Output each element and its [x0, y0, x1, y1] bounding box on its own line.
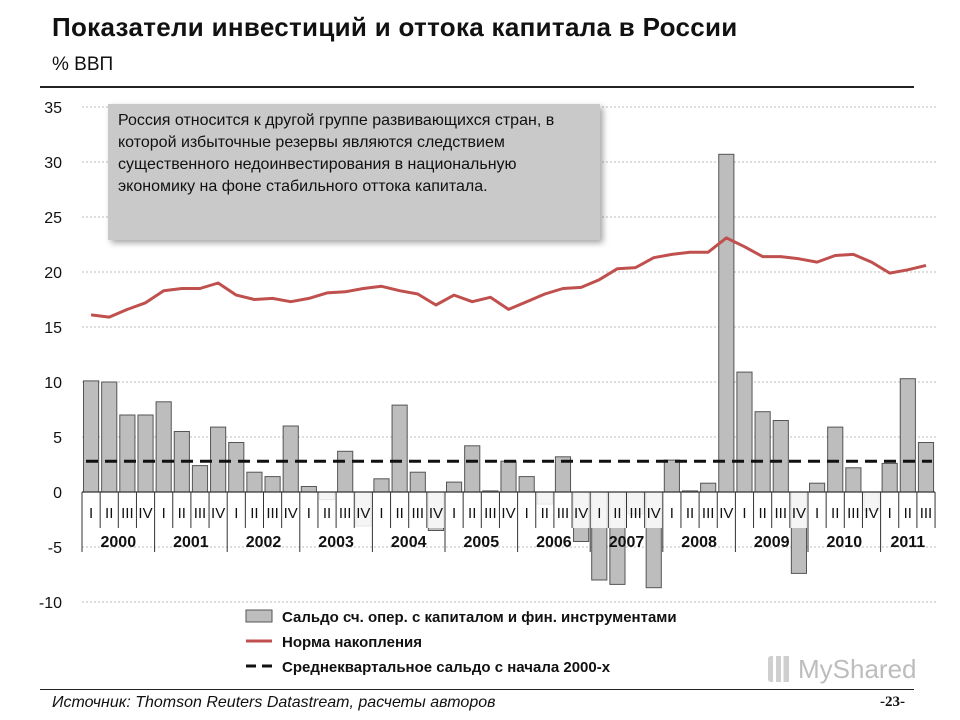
bar [192, 466, 207, 492]
year-label: 2011 [890, 534, 926, 551]
bar [410, 472, 425, 492]
bar [519, 477, 534, 492]
y-tick-label: 0 [53, 485, 62, 502]
quarter-label: IV [428, 505, 444, 522]
year-label: 2007 [608, 534, 645, 551]
quarter-label: I [161, 505, 166, 522]
quarter-label: II [831, 505, 840, 522]
watermark-text: MyShared [798, 654, 917, 684]
quarter-label: III [338, 505, 352, 522]
bar [918, 443, 933, 493]
quarter-label: II [468, 505, 477, 522]
quarter-label: IV [791, 505, 807, 522]
quarter-label: I [306, 505, 311, 522]
year-label: 2000 [100, 534, 137, 551]
watermark-icon [768, 656, 794, 682]
year-label: 2004 [390, 534, 427, 551]
source-note: Источник: Thomson Reuters Datastream, расчеты авторов [52, 694, 496, 711]
bar [84, 381, 99, 492]
legend-label: Сальдо сч. опер. с капиталом и фин. инструментами [282, 609, 677, 626]
y-tick-label: 20 [44, 265, 62, 282]
y-tick-label: 30 [44, 155, 62, 172]
quarter-label: III [701, 505, 715, 522]
y-tick-label: 15 [44, 320, 62, 337]
quarter-label: II [177, 505, 186, 522]
year-label: 2010 [826, 534, 863, 551]
bar [247, 472, 262, 492]
year-label: 2003 [318, 534, 354, 551]
quarter-label: IV [719, 505, 734, 522]
savings-rate-line [91, 238, 926, 317]
bar [265, 477, 280, 492]
quarter-label: III [193, 505, 207, 522]
quarter-label: II [903, 505, 912, 522]
quarter-label: IV [211, 505, 226, 522]
quarter-label: IV [864, 505, 879, 522]
bar [211, 427, 226, 492]
callout-note: Россия относится к другой группе развивающихся стран, в которой избыточные резервы являются следствием существенного недоинвестирования в национальную экономику на фоне стабильного оттока капитала. [108, 104, 600, 240]
quarter-label: III [266, 505, 279, 522]
bar [810, 483, 825, 492]
bar [447, 482, 462, 492]
page-number: -23- [880, 694, 905, 710]
quarter-label: IV [501, 505, 516, 522]
quarter-label: I [88, 505, 94, 522]
quarter-label: III [121, 505, 134, 522]
y-tick-label: 35 [44, 100, 62, 117]
quarter-label: I [814, 505, 820, 522]
bar [773, 421, 788, 493]
watermark [768, 654, 917, 685]
quarter-label: II [250, 505, 259, 522]
y-tick-label: 25 [44, 210, 62, 227]
quarter-label: II [322, 505, 332, 522]
quarter-label: II [758, 505, 767, 522]
quarter-label: II [685, 505, 695, 522]
bar [156, 402, 171, 492]
quarter-label: III [847, 505, 860, 522]
bar [701, 483, 716, 492]
y-tick-label: 5 [53, 430, 62, 447]
bar [465, 446, 480, 492]
year-label: 2005 [463, 534, 500, 551]
bar [828, 427, 843, 492]
legend-label: Норма накопления [282, 634, 423, 651]
bar [882, 463, 897, 492]
quarter-label: II [105, 505, 114, 522]
quarter-label: I [451, 505, 457, 522]
legend-label: Среднеквартальное сальдо с начала 2000-х [282, 659, 611, 676]
bar [846, 468, 861, 492]
quarter-label: III [556, 505, 570, 522]
quarter-label: I [524, 505, 529, 522]
footer-divider [40, 689, 914, 690]
bar [102, 382, 117, 492]
bar [719, 154, 734, 492]
bar [283, 426, 298, 492]
bar [737, 372, 752, 492]
bar [138, 415, 153, 492]
bar [664, 460, 679, 492]
year-label: 2009 [753, 534, 790, 551]
bar [900, 379, 915, 492]
quarter-label: I [669, 505, 674, 522]
bar [755, 412, 770, 492]
quarter-label: III [774, 505, 788, 522]
quarter-label: II [613, 505, 622, 522]
bar [392, 405, 407, 492]
quarter-label: IV [283, 505, 298, 522]
quarter-label: III [484, 505, 497, 522]
legend-swatch-bar [246, 610, 272, 622]
quarter-label: I [887, 505, 892, 522]
bar [374, 479, 389, 492]
quarter-label: I [742, 505, 747, 522]
year-label: 2006 [536, 534, 572, 551]
quarter-label: II [540, 505, 549, 522]
quarter-label: I [597, 505, 602, 522]
page-title: Показатели инвестиций и оттока капитала в России [52, 12, 738, 42]
y-tick-label: 10 [44, 375, 62, 392]
quarter-label: III [411, 505, 425, 522]
bar [120, 415, 135, 492]
quarter-label: III [629, 505, 642, 522]
bar [501, 461, 516, 492]
page-subtitle: % ВВП [52, 54, 114, 75]
bar [338, 451, 353, 492]
year-label: 2008 [681, 534, 717, 551]
year-label: 2001 [173, 534, 209, 551]
quarter-label: III [919, 505, 933, 522]
y-tick-label: -5 [47, 540, 62, 557]
quarter-label: IV [138, 505, 153, 522]
quarter-label: IV [646, 505, 661, 522]
bar [301, 487, 316, 493]
quarter-label: I [379, 505, 384, 522]
year-label: 2002 [245, 534, 282, 551]
quarter-label: IV [574, 505, 589, 522]
y-tick-label: -10 [38, 595, 62, 612]
bar [229, 443, 244, 493]
quarter-label: I [234, 505, 239, 522]
quarter-label: IV [356, 505, 371, 522]
quarter-label: II [395, 505, 404, 522]
